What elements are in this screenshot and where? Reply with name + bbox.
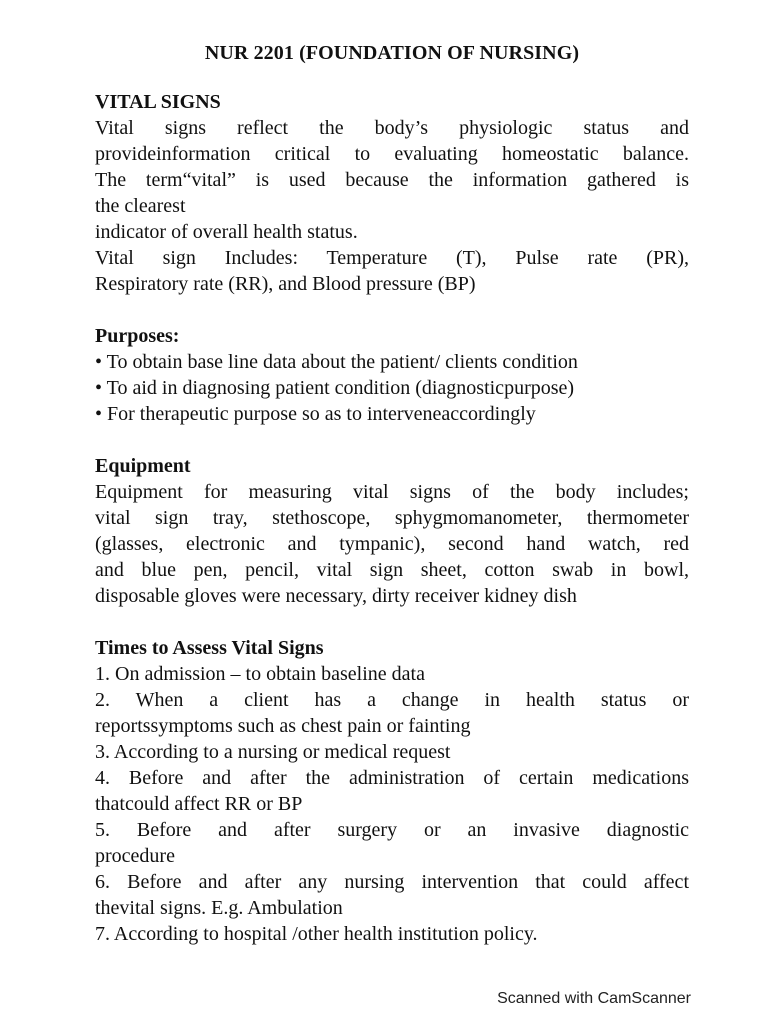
- document-title: NUR 2201 (FOUNDATION OF NURSING): [204, 42, 580, 64]
- times-line: 3. According to a nursing or medical request: [95, 741, 451, 763]
- times-line: thevital signs. E.g. Ambulation: [95, 897, 343, 919]
- equipment-line: disposable gloves were necessary, dirty receiver kidney dish: [95, 585, 577, 607]
- document-page: [95, 40, 689, 947]
- times-line: thatcould affect RR or BP: [95, 793, 303, 815]
- purposes-list: [95, 349, 689, 427]
- vital-signs-line: the clearest: [95, 195, 186, 217]
- times-line: procedure: [95, 845, 175, 867]
- section-heading-equipment: Equipment: [95, 455, 191, 477]
- section-purposes: [95, 323, 689, 427]
- section-heading-times-to-assess: Times to Assess Vital Signs: [95, 637, 324, 659]
- times-line: 7. According to hospital /other health institution policy.: [95, 923, 538, 945]
- times-line: 1. On admission – to obtain baseline data: [95, 663, 425, 685]
- equipment-line: and blue pen, pencil, vital sign sheet, cotton swab in bowl,: [95, 559, 689, 581]
- section-times-to-assess: [95, 635, 689, 947]
- vital-signs-line: indicator of overall health status.: [95, 221, 358, 243]
- vital-signs-line: Respiratory rate (RR), and Blood pressure (BP): [95, 273, 476, 295]
- spacer: [95, 609, 689, 635]
- section-vital-signs: [95, 89, 689, 297]
- list-item: • To obtain base line data about the patient/ clients condition: [95, 351, 578, 373]
- vital-signs-line: The term“vital” is used because the information gathered is: [95, 169, 689, 191]
- list-item: • To aid in diagnosing patient condition (diagnosticpurpose): [95, 377, 575, 399]
- section-heading-vital-signs: VITAL SIGNS: [95, 91, 221, 113]
- list-item: • For therapeutic purpose so as to interveneaccordingly: [95, 403, 536, 425]
- section-equipment: [95, 453, 689, 609]
- vital-signs-line: provideinformation critical to evaluating homeostatic balance.: [95, 143, 689, 165]
- times-line: 5. Before and after surgery or an invasive diagnostic: [95, 819, 689, 841]
- section-heading-purposes: Purposes:: [95, 325, 180, 347]
- times-line: 6. Before and after any nursing intervention that could affect: [95, 871, 689, 893]
- vital-signs-line: Vital sign Includes: Temperature (T), Pulse rate (PR),: [95, 247, 689, 269]
- equipment-line: vital sign tray, stethoscope, sphygmomanometer, thermometer: [95, 507, 689, 529]
- vital-signs-line: Vital signs reflect the body’s physiologic status and: [95, 117, 689, 139]
- times-line: 2. When a client has a change in health status or: [95, 689, 689, 711]
- equipment-line: Equipment for measuring vital signs of the body includes;: [95, 481, 689, 503]
- times-line: 4. Before and after the administration of certain medications: [95, 767, 689, 789]
- spacer: [95, 297, 689, 323]
- times-line: reportssymptoms such as chest pain or fainting: [95, 715, 471, 737]
- equipment-line: (glasses, electronic and tympanic), second hand watch, red: [95, 533, 689, 555]
- spacer: [95, 427, 689, 453]
- camscanner-watermark: Scanned with CamScanner: [497, 990, 691, 1007]
